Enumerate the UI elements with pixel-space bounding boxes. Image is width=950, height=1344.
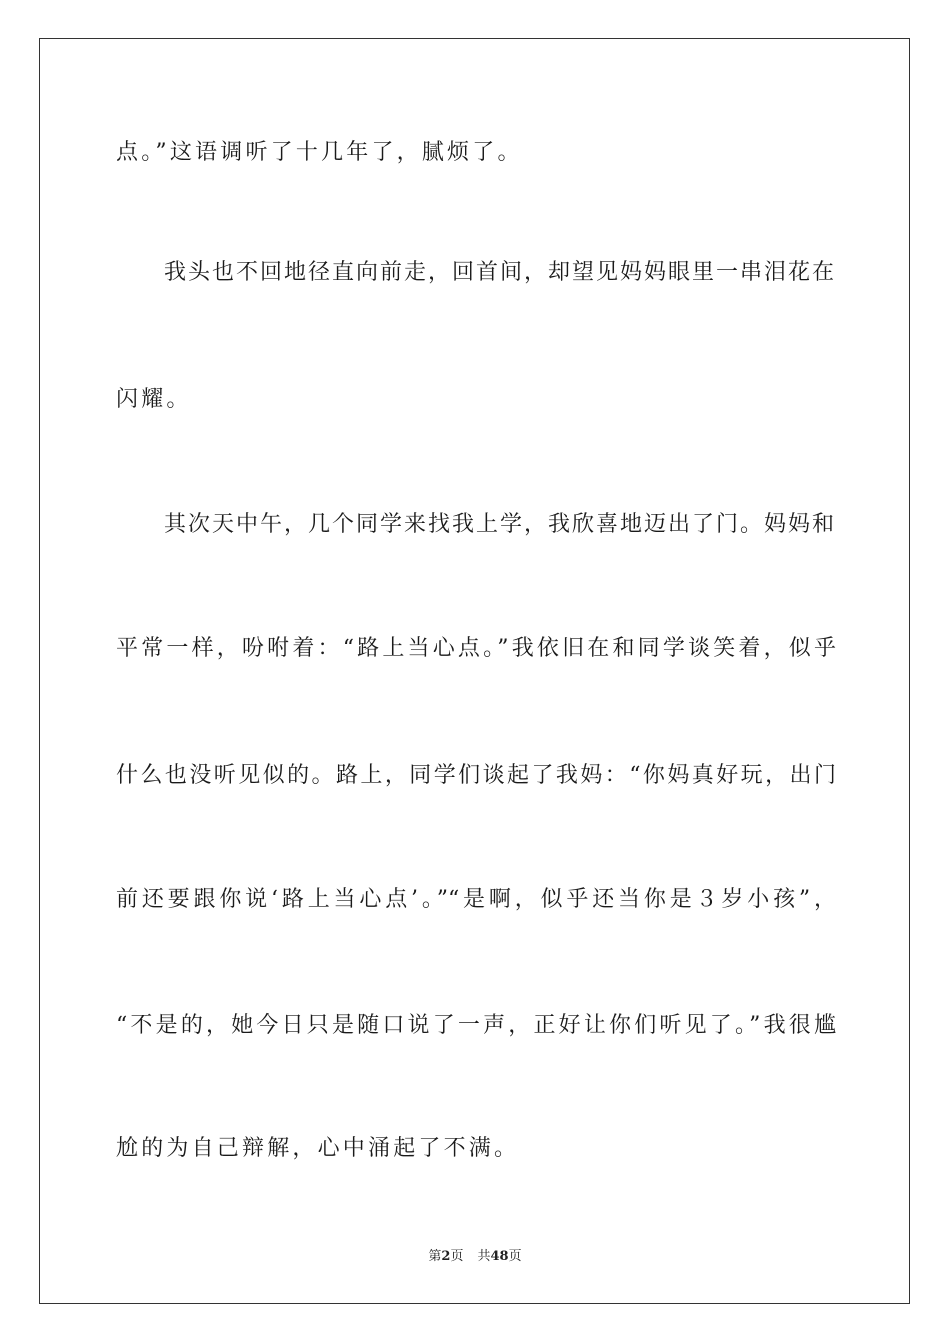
text-line-6: 什么也没听见似的。路上，同学们谈起了我妈：“你妈真好玩，出门 — [116, 763, 836, 788]
text-line-7: 前还要跟你说‘路上当心点’。”“是啊，似乎还当你是３岁小孩”， — [116, 887, 836, 912]
text-line-5: 平常一样，吩咐着：“路上当心点。”我依旧在和同学谈笑着，似乎 — [116, 636, 836, 661]
total-suffix: 页 — [508, 1249, 522, 1264]
text-line-1: 点。”这语调听了十几年了，腻烦了。 — [116, 140, 523, 165]
text-line-4: 其次天中午，几个同学来找我上学，我欣喜地迈出了门。妈妈和 — [164, 512, 834, 537]
text-line-9: 尬的为自己辩解，心中涌起了不满。 — [116, 1136, 520, 1161]
page-border — [39, 38, 910, 1304]
page-prefix: 第 — [428, 1249, 442, 1264]
text-line-3: 闪耀。 — [116, 387, 192, 412]
total-pages: 48 — [490, 1249, 509, 1264]
text-line-2: 我头也不回地径直向前走，回首间，却望见妈妈眼里一串泪花在 — [164, 260, 834, 285]
page-footer — [0, 1248, 950, 1266]
text-line-8: “不是的，她今日只是随口说了一声，正好让你们听见了。”我很尴 — [116, 1013, 836, 1038]
page-number: 2 — [441, 1249, 451, 1264]
page-suffix: 页 — [450, 1249, 464, 1264]
total-prefix: 共 — [477, 1249, 491, 1264]
